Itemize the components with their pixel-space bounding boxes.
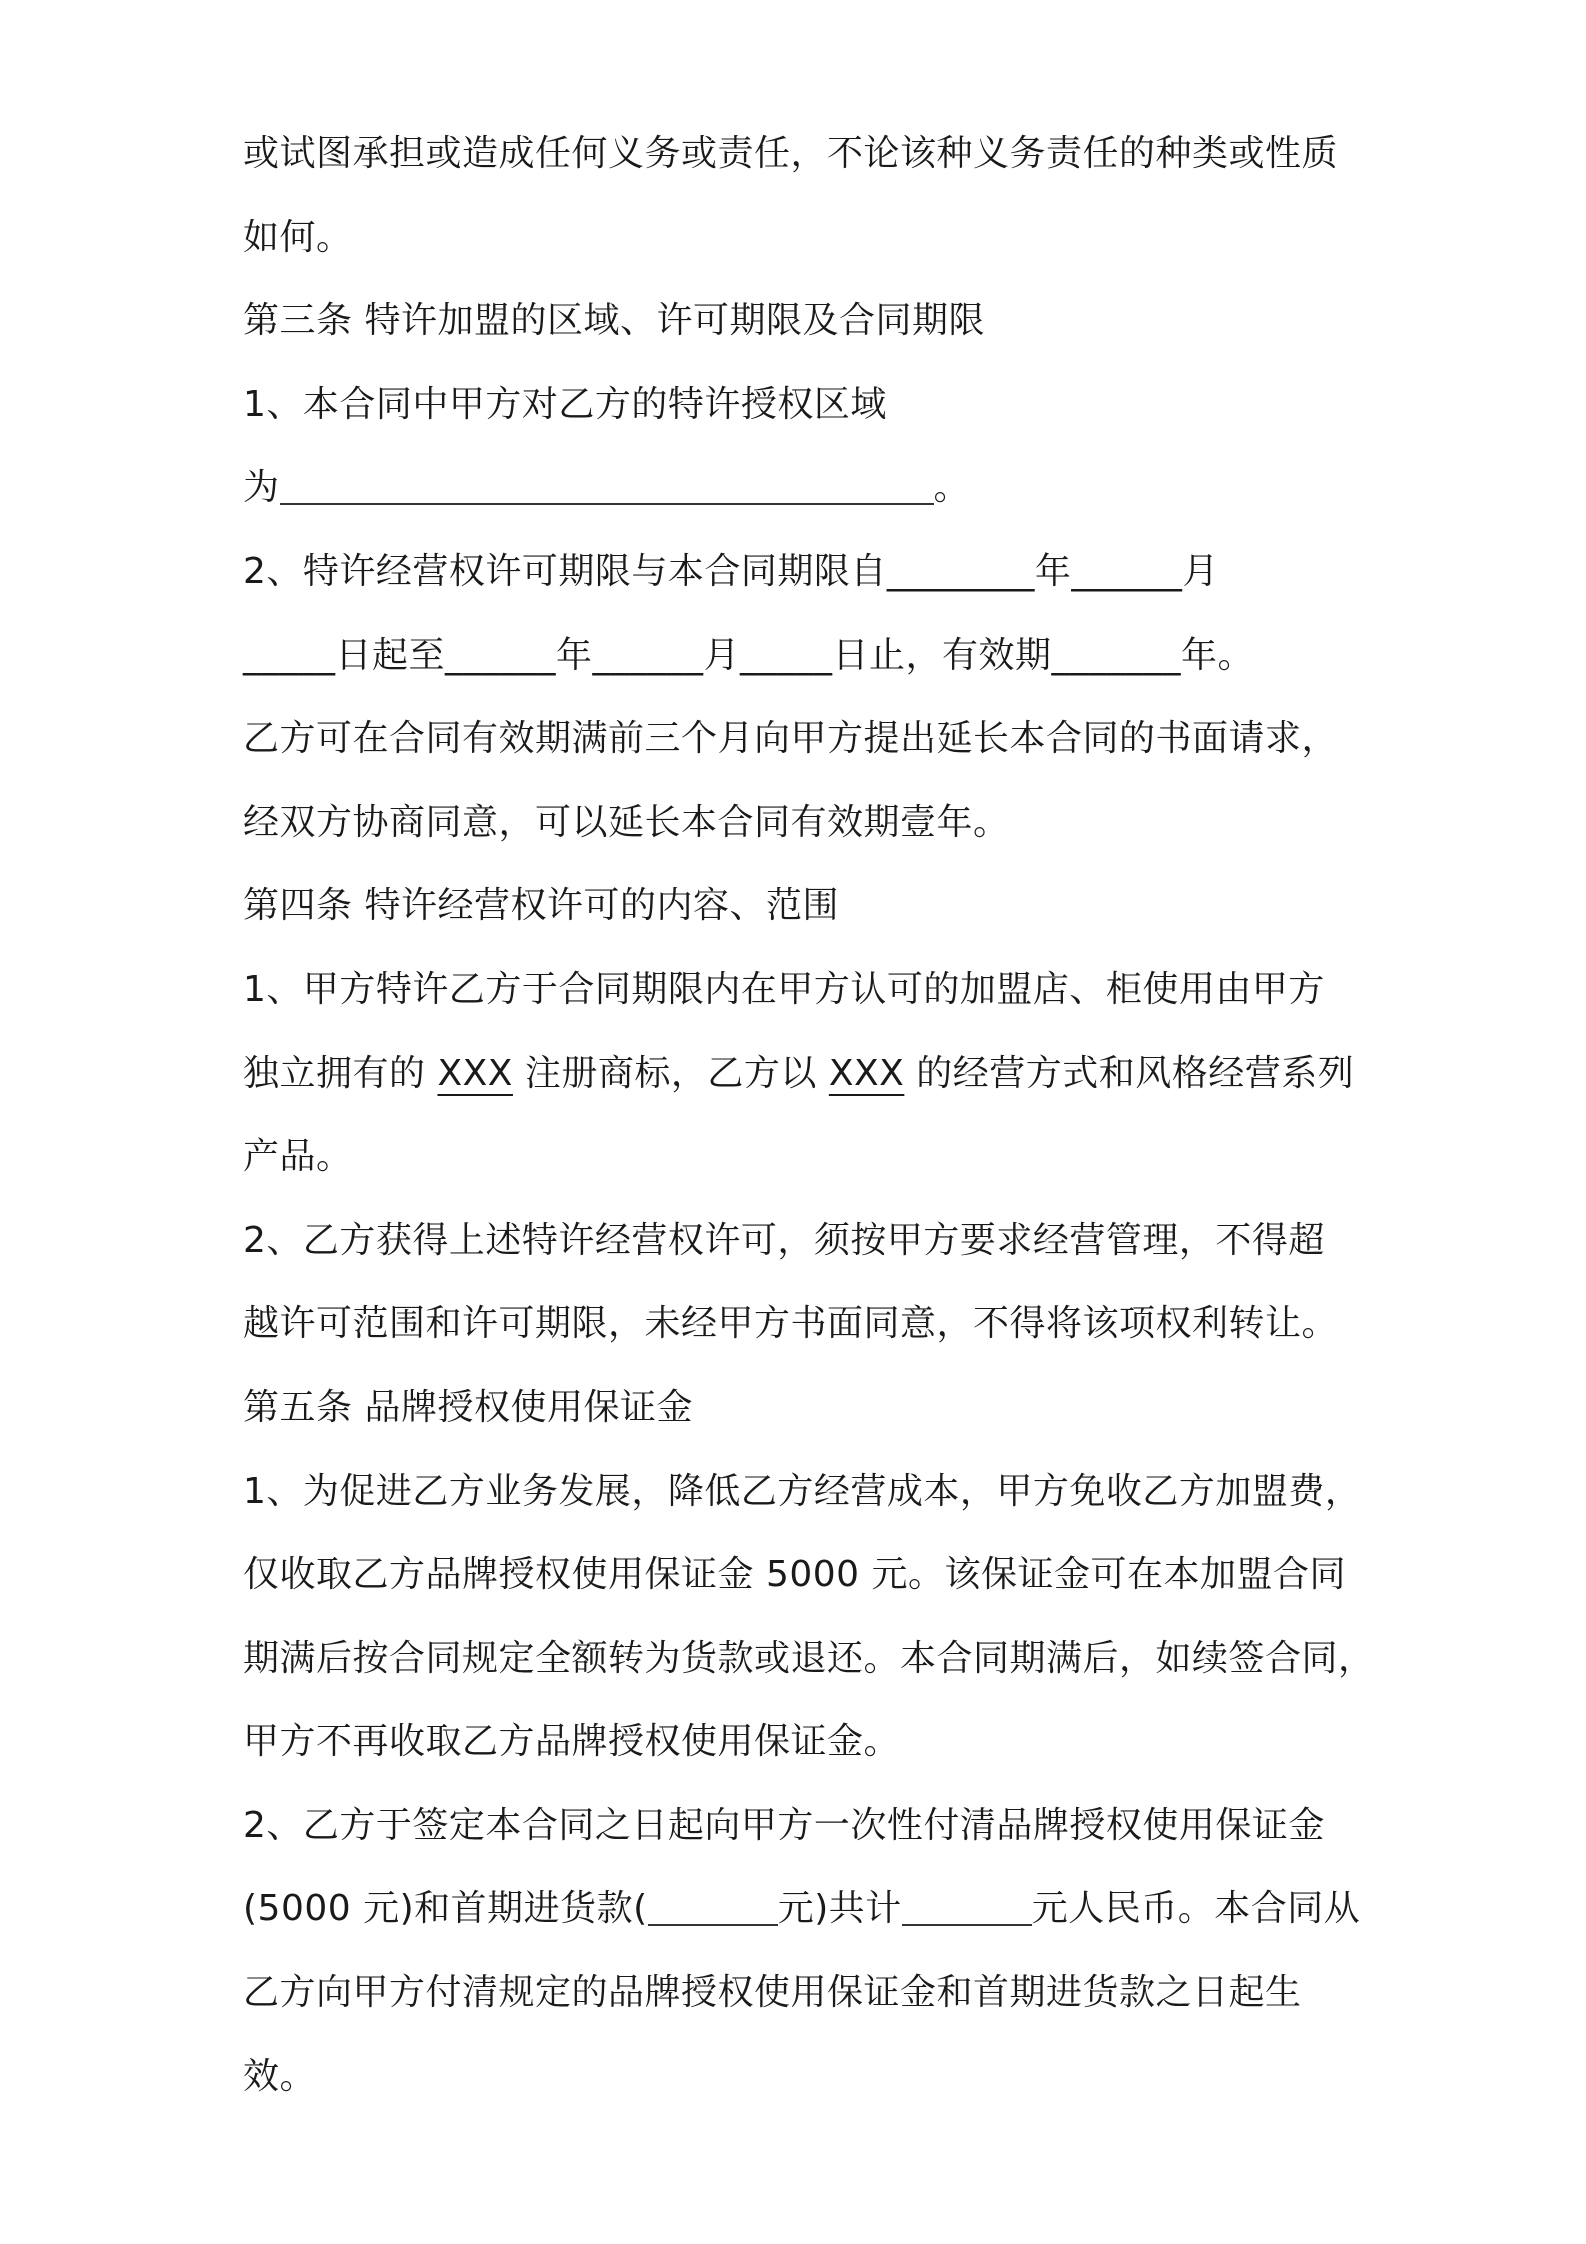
article-4-heading: 第四条 特许经营权许可的内容、范围 <box>243 885 839 927</box>
trademark-placeholder-2: XXX <box>828 1052 905 1094</box>
contract-text <box>243 112 1375 2118</box>
text-line: 经双方协商同意，可以延长本合同有效期壹年。 <box>243 801 1010 843</box>
text-line: 期满后按合同规定全额转为货款或退还。本合同期满后，如续签合同， <box>243 1637 1375 1679</box>
payment-text-3: 元人民币。本合同从 <box>1031 1888 1361 1930</box>
total-amount-blank <box>902 1880 1032 1926</box>
text-line: 仅收取乙方品牌授权使用保证金 5000 元。该保证金可在本加盟合同 <box>243 1554 1347 1596</box>
text-line: 如何。 <box>243 216 353 258</box>
trademark-text-3: 的经营方式和风格经营系列 <box>904 1052 1355 1094</box>
article-5-heading: 第五条 品牌授权使用保证金 <box>243 1386 693 1428</box>
text-line: 越许可范围和许可期限，未经甲方书面同意，不得将该项权利转让。 <box>243 1303 1339 1345</box>
region-suffix: 。 <box>933 467 971 509</box>
text-line: 乙方向甲方付清规定的品牌授权使用保证金和首期进货款之日起生 <box>243 1972 1302 2014</box>
text-line: 2、乙方于签定本合同之日起向甲方一次性付清品牌授权使用保证金 <box>243 1804 1325 1846</box>
text-line: 乙方可在合同有效期满前三个月向甲方提出延长本合同的书面请求， <box>243 718 1339 760</box>
region-blank <box>280 459 934 505</box>
first-stock-amount-blank <box>648 1880 778 1926</box>
text-line: 2、特许经营权许可期限与本合同期限自________年______月 <box>243 550 1219 592</box>
region-line <box>243 446 1363 530</box>
text-line: 产品。 <box>243 1136 353 1178</box>
payment-text-2: 元)共计 <box>777 1888 902 1930</box>
text-line: 1、为促进乙方业务发展，降低乙方经营成本，甲方免收乙方加盟费， <box>243 1470 1362 1512</box>
text-line: _____日起至______年______月_____日止，有效期_______年。 <box>243 634 1255 676</box>
text-line: 甲方不再收取乙方品牌授权使用保证金。 <box>243 1721 901 1763</box>
trademark-placeholder-1: XXX <box>437 1052 513 1094</box>
trademark-text-2: 注册商标，乙方以 <box>512 1052 829 1094</box>
region-prefix: 为 <box>243 467 280 509</box>
text-line: 或试图承担或造成任何义务或责任，不论该种义务责任的种类或性质 <box>243 133 1339 174</box>
article-3-heading: 第三条 特许加盟的区域、许可期限及合同期限 <box>243 300 985 342</box>
trademark-text-1: 独立拥有的 <box>243 1052 438 1094</box>
text-line: 2、乙方获得上述特许经营权许可，须按甲方要求经营管理，不得超 <box>243 1219 1325 1261</box>
text-line: 效。 <box>243 2055 317 2097</box>
text-line: 1、甲方特许乙方于合同期限内在甲方认可的加盟店、柜使用由甲方 <box>243 968 1325 1010</box>
trademark-line <box>243 1032 1363 1116</box>
text-line: 1、本合同中甲方对乙方的特许授权区域 <box>243 383 887 425</box>
payment-text-1: (5000 元)和首期进货款( <box>243 1888 648 1930</box>
payment-line <box>243 1867 1363 1951</box>
